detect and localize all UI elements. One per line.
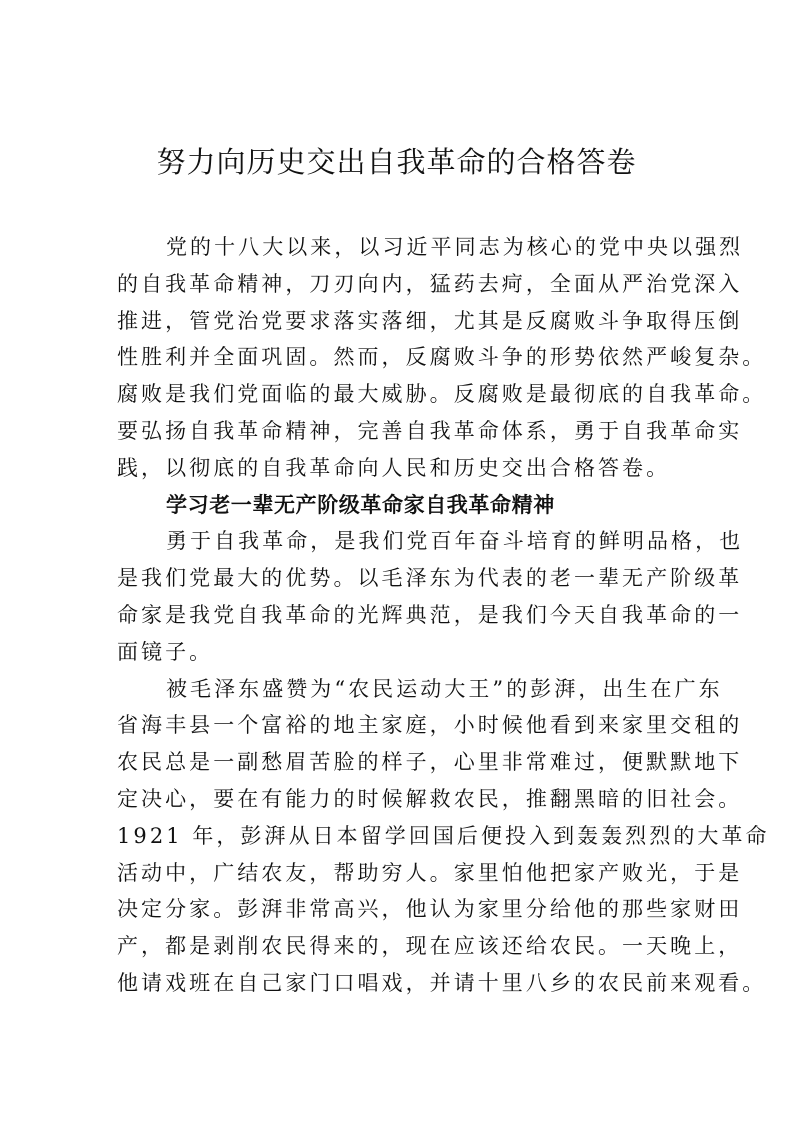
paragraph-line: 产，都是剥削农民得来的，现在应该还给农民。一天晚上， bbox=[117, 934, 743, 959]
paragraph-line: 要弘扬自我革命精神，完善自我革命体系，勇于自我革命实 bbox=[117, 418, 743, 443]
paragraph-line: 践，以彻底的自我革命向人民和历史交出合格答卷。 bbox=[117, 455, 671, 480]
paragraph-line: 面镜子。 bbox=[117, 639, 214, 664]
paragraph-line: 农民总是一副愁眉苦脸的样子，心里非常难过，便默默地下 bbox=[117, 750, 743, 775]
section-heading: 学习老一辈无产阶级革命家自我革命精神 bbox=[166, 492, 555, 517]
paragraph-line: 省海丰县一个富裕的地主家庭，小时候他看到来家里交租的 bbox=[117, 713, 743, 738]
paragraph-line: 命家是我党自我革命的光辉典范，是我们今天自我革命的一 bbox=[117, 602, 743, 627]
paragraph-line: 腐败是我们党面临的最大威胁。反腐败是最彻底的自我革命。 bbox=[117, 382, 767, 407]
paragraph-line: 决定分家。彭湃非常高兴，他认为家里分给他的那些家财田 bbox=[117, 897, 743, 922]
paragraph-line: 活动中，广结农友，帮助穷人。家里怕他把家产败光，于是 bbox=[117, 860, 743, 885]
document-title: 努力向历史交出自我革命的合格答卷 bbox=[156, 145, 637, 179]
document-body bbox=[117, 229, 770, 1002]
paragraph-line: 党的十八大以来，以习近平同志为核心的党中央以强烈 bbox=[166, 235, 744, 259]
paragraph-line: 勇于自我革命，是我们党百年奋斗培育的鲜明品格，也 bbox=[166, 529, 744, 554]
paragraph-line: 他请戏班在自己家门口唱戏，并请十里八乡的农民前来观看。 bbox=[117, 970, 767, 995]
paragraph-line: 性胜利并全面巩固。然而，反腐败斗争的形势依然严峻复杂。 bbox=[117, 345, 767, 370]
paragraph-line: 定决心，要在有能力的时候解救农民，推翻黑暗的旧社会。 bbox=[117, 786, 743, 811]
paragraph-line: 的自我革命精神，刀刃向内，猛药去疴，全面从严治党深入 bbox=[117, 271, 743, 296]
paragraph-line: 被毛泽东盛赞为“农民运动大王”的彭湃，出生在广东 bbox=[166, 676, 723, 701]
paragraph-line: 1921 年，彭湃从日本留学回国后便投入到轰轰烈烈的大革命 bbox=[117, 823, 770, 848]
paragraph-line: 是我们党最大的优势。以毛泽东为代表的老一辈无产阶级革 bbox=[117, 566, 743, 591]
paragraph-line: 推进，管党治党要求落实落细，尤其是反腐败斗争取得压倒 bbox=[117, 308, 743, 333]
